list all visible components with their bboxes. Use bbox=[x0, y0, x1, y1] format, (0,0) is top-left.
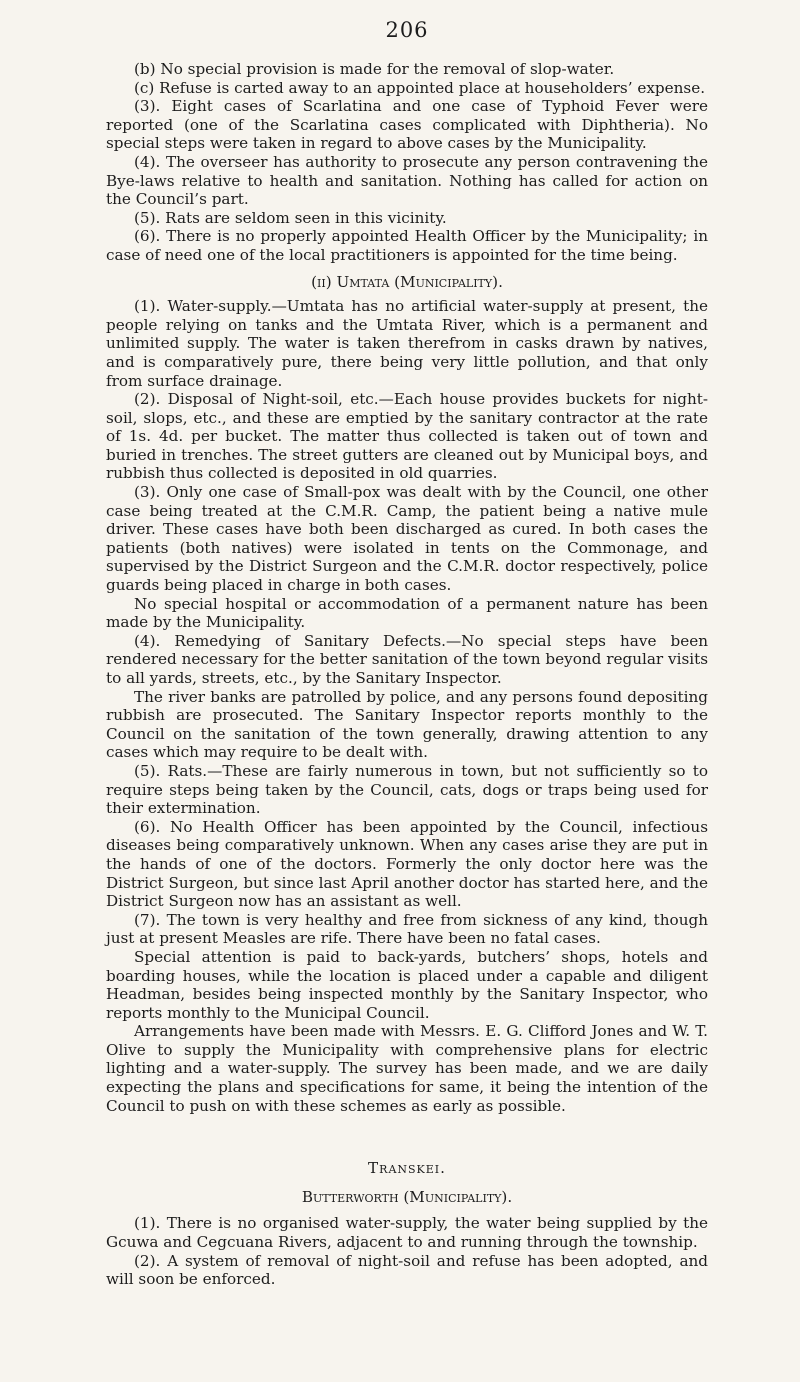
transkei-heading: Transkei. bbox=[368, 1159, 446, 1178]
butterworth-heading bbox=[106, 1188, 708, 1207]
paragraph: (2). Disposal of Night-soil, etc.—Each house provides buckets for night-soil, slops, etc., and these are emptied by the sanitary contractor at the rate of 1s. 4d. per bucket. The matter thus collected is taken out of town and buried in trenches. The street gutters are cleaned out by Municipal boys, and rubbish thus collected is deposited in old quarries. bbox=[106, 390, 708, 483]
paragraph: (3). Only one case of Small-pox was dealt with by the Council, one other case being treated at the C.M.R. Camp, the patient being a native mule driver. These cases have both been discharged as cured. In both cases the patients (both natives) were isolated in tents on the Commonage, and supervised by the District Surgeon and the C.M.R. doctor respectively, police guards being placed in charge in both cases. bbox=[106, 483, 708, 595]
paragraph: (6). There is no properly appointed Health Officer by the Municipality; in case of need one of the local practitioners is appointed for the time being. bbox=[106, 227, 708, 264]
paragraph: (4). The overseer has authority to prosecute any person contravening the Bye-laws relative to health and sanitation. Nothing has called for action on the Council’s part. bbox=[106, 152, 708, 209]
paragraph: (5). Rats.—These are fairly numerous in town, but not sufficiently so to require steps being taken by the Council, cats, dogs or traps being used for their extermination. bbox=[106, 761, 708, 818]
section-previous-municipality bbox=[106, 60, 708, 265]
butterworth-heading-text: Butterworth (Municipality). bbox=[301, 1187, 513, 1206]
paragraph: (1). There is no organised water-supply, the water being supplied by the Gcuwa and Cegcuana Rivers, adjacent to and running through the township. bbox=[106, 1214, 708, 1252]
paragraph: (7). The town is very healthy and free from sickness of any kind, though just at present Measles are rife. There have been no fatal cases. bbox=[106, 910, 708, 948]
paragraph: The river banks are patrolled by police, and any persons found depositing rubbish are prosecuted. The Sanitary Inspector reports monthly to the Council on the sanitation of the town generally, drawing attention to any cases which may require to be dealt with. bbox=[106, 687, 708, 762]
paragraph: (2). A system of removal of night-soil and refuse has been adopted, and will soon be enforced. bbox=[106, 1251, 708, 1289]
paragraph: (5). Rats are seldom seen in this vicinity. bbox=[134, 208, 447, 227]
paragraph: Arrangements have been made with Messrs. E. G. Clifford Jones and W. T. Olive to supply the Municipality with comprehensive plans for electric lighting and a water-supply. The survey has been made, and we are daily expecting the plans and specifications for same, it being the intention of the Council to push on with these schemes as early as possible. bbox=[106, 1022, 708, 1115]
paragraph: No special hospital or accommodation of a permanent nature has been made by the Municipality. bbox=[106, 594, 708, 632]
paragraph: (6). No Health Officer has been appointed by the Council, infectious diseases being comparatively unknown. When any cases arise they are put in the hands of one of the doctors. Formerly the only doctor here was the District Surgeon, but since last April another doctor has started here, and the District Surgeon now has an assistant as well. bbox=[106, 817, 708, 911]
paragraph: (b) No special provision is made for the removal of slop-water. bbox=[134, 60, 615, 78]
paragraph: (3). Eight cases of Scarlatina and one case of Typhoid Fever were reported (one of the Scarlatina cases complicated with Diphtheria). No special steps were taken in regard to above cases by the Municipality. bbox=[106, 97, 708, 153]
paragraph: Special attention is paid to back-yards, butchers’ shops, hotels and boarding houses, while the location is placed under a capable and diligent Headman, besides being inspected monthly by the Sanitary Inspector, who reports monthly to the Municipal Council. bbox=[106, 947, 708, 1022]
page-number: 206 bbox=[385, 18, 429, 42]
section-transkei bbox=[106, 1159, 708, 1289]
umtata-heading-text: (ii) Umtata (Municipality). bbox=[311, 272, 503, 291]
paragraph: (4). Remedying of Sanitary Defects.—No special steps have been rendered necessary for the better sanitation of the town beyond regular visits to all yards, streets, etc., by the Sanitary Inspector. bbox=[106, 631, 708, 687]
paragraph: (1). Water-supply.—Umtata has no artificial water-supply at present, the people relying on tanks and the Umtata River, which is a permanent and unlimited supply. The water is taken therefrom in casks drawn by natives, and is comparatively pure, there being very little pollution, and that only from surface drainage. bbox=[106, 297, 708, 390]
section-umtata bbox=[106, 273, 708, 1116]
paragraph: (c) Refuse is carted away to an appointed place at householders’ expense. bbox=[134, 78, 706, 97]
umtata-heading bbox=[106, 273, 708, 292]
